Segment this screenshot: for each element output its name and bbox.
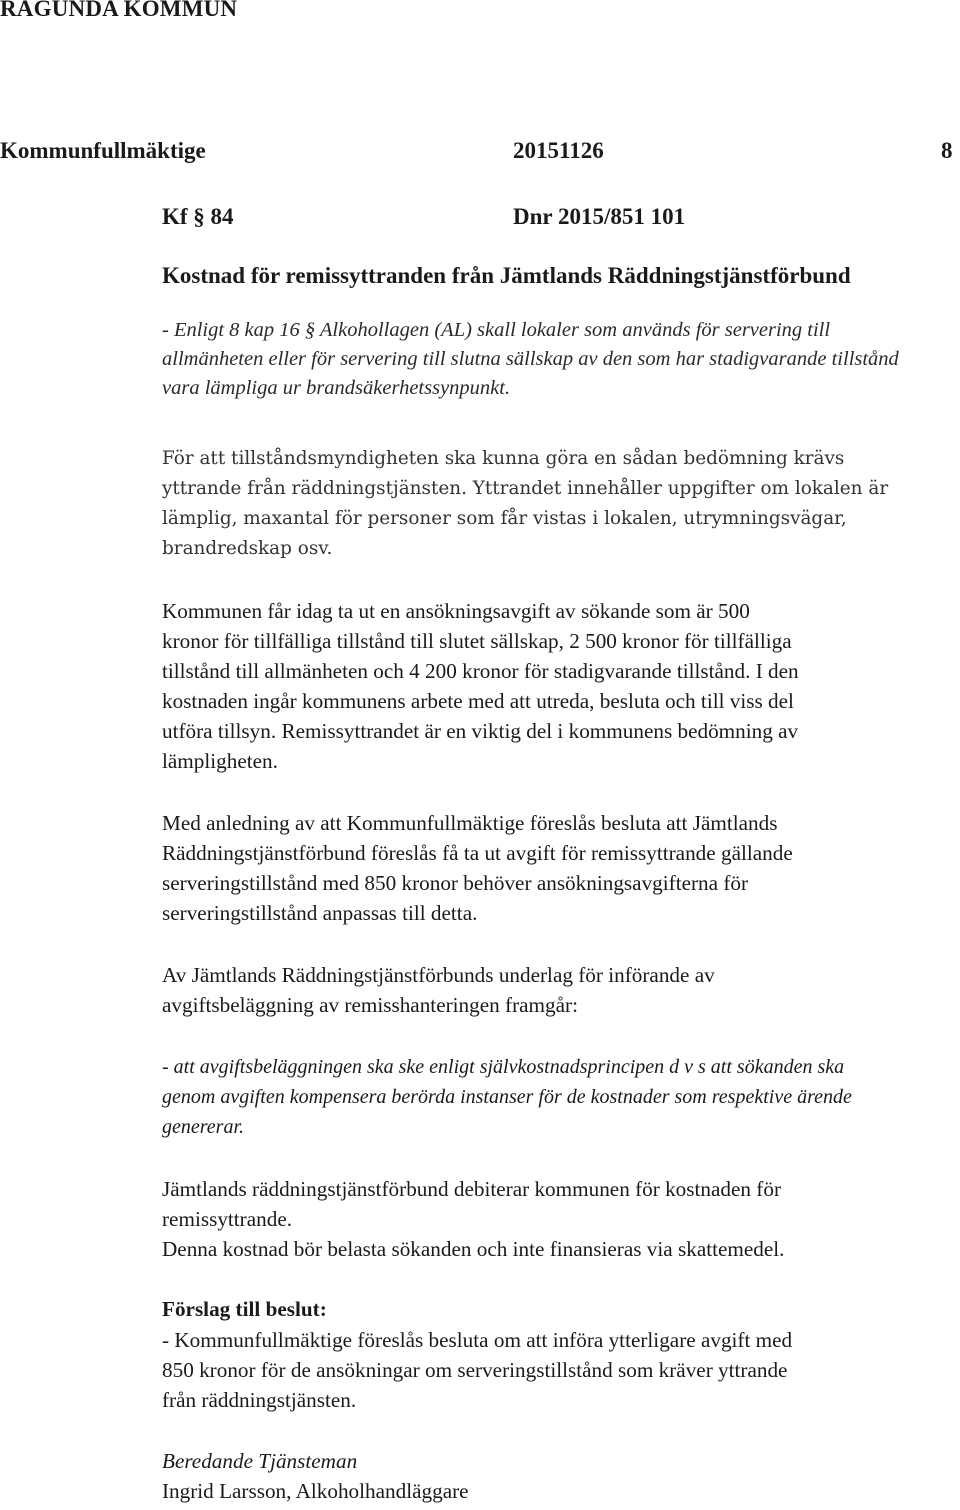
paragraph-line: För att tillståndsmyndigheten ska kunna göra en sådan bedömning krävs [162, 448, 845, 469]
paragraph-line: lämplig, maxantal för personer som får vistas i lokalen, utrymningsvägar, [162, 508, 847, 529]
paragraph-line: brandredskap osv. [162, 538, 333, 559]
meeting-body: Kommunfullmäktige [0, 138, 206, 163]
paragraph-line: kostnaden ingår kommunens arbete med att utreda, besluta och till viss del [162, 689, 794, 713]
paragraph-5 [162, 1174, 784, 1264]
paragraph-line: lämpligheten. [162, 749, 278, 773]
paragraph-line: avgiftsbeläggning av remisshanteringen framgår: [162, 993, 578, 1017]
principle-quote-line: genom avgiften kompensera berörda instanser för de kostnader som respektive ärende [162, 1086, 852, 1108]
paragraph-line: tillstånd till allmänheten och 4 200 kronor för stadigvarande tillstånd. I den [162, 659, 799, 683]
paragraph-line: yttrande från räddningstjänsten. Yttrandet innehåller uppgifter om lokalen är [162, 478, 889, 499]
paragraph-3 [162, 808, 793, 928]
paragraph-4 [162, 960, 715, 1020]
proposal-text [162, 1325, 792, 1415]
signature-name: Ingrid Larsson, Alkoholhandläggare [162, 1479, 469, 1503]
paragraph-reference: Kf § 84 [162, 204, 234, 229]
paragraph-1 [162, 444, 888, 564]
paragraph-line: utföra tillsyn. Remissyttrandet är en viktig del i kommunens bedömning av [162, 719, 799, 743]
law-quote-line: vara lämpliga ur brandsäkerhetssynpunkt. [162, 377, 511, 399]
proposal-heading: Förslag till beslut: [162, 1297, 327, 1321]
principle-quote [162, 1052, 852, 1142]
paragraph-line: Av Jämtlands Räddningstjänstförbunds underlag för införande av [162, 963, 715, 987]
principle-quote-line: - att avgiftsbeläggningen ska ske enligt självkostnadsprincipen d v s att sökanden ska [162, 1056, 845, 1078]
paragraph-line: Med anledning av att Kommunfullmäktige föreslås besluta att Jämtlands [162, 811, 778, 835]
signature-role: Beredande Tjänsteman [162, 1449, 358, 1473]
document-title: Kostnad för remissyttranden från Jämtlands Räddningstjänstförbund [162, 263, 851, 288]
page-number: 8 [941, 138, 953, 163]
proposal-line: - Kommunfullmäktige föreslås besluta om att införa ytterligare avgift med [162, 1328, 793, 1352]
law-quote-line: - Enligt 8 kap 16 § Alkohollagen (AL) skall lokaler som används för servering till [162, 319, 831, 341]
meeting-date: 20151126 [513, 138, 604, 163]
paragraph-line: serveringstillstånd anpassas till detta. [162, 901, 478, 925]
paragraph-2 [162, 596, 799, 776]
diary-number: Dnr 2015/851 101 [513, 204, 686, 229]
proposal-line: från räddningstjänsten. [162, 1388, 357, 1412]
organization-name: RAGUNDA KOMMUN [0, 0, 238, 21]
principle-quote-line: genererar. [162, 1116, 245, 1138]
paragraph-line: kronor för tillfälliga tillstånd till slutet sällskap, 2 500 kronor för tillfälliga [162, 629, 792, 653]
paragraph-line: Jämtlands räddningstjänstförbund debiterar kommunen för kostnaden för [162, 1177, 781, 1201]
paragraph-line: Räddningstjänstförbund föreslås få ta ut avgift för remissyttrande gällande [162, 841, 793, 865]
law-quote [162, 316, 899, 403]
paragraph-line: remissyttrande. [162, 1207, 293, 1231]
paragraph-line: Denna kostnad bör belasta sökanden och inte finansieras via skattemedel. [162, 1237, 785, 1261]
law-quote-line: allmänheten eller för servering till slutna sällskap av den som har stadigvarande tillstånd [162, 348, 899, 370]
paragraph-line: serveringstillstånd med 850 kronor behöver ansökningsavgifterna för [162, 871, 749, 895]
proposal-line: 850 kronor för de ansökningar om serveringstillstånd som kräver yttrande [162, 1358, 788, 1382]
paragraph-line: Kommunen får idag ta ut en ansökningsavgift av sökande som är 500 [162, 599, 750, 623]
